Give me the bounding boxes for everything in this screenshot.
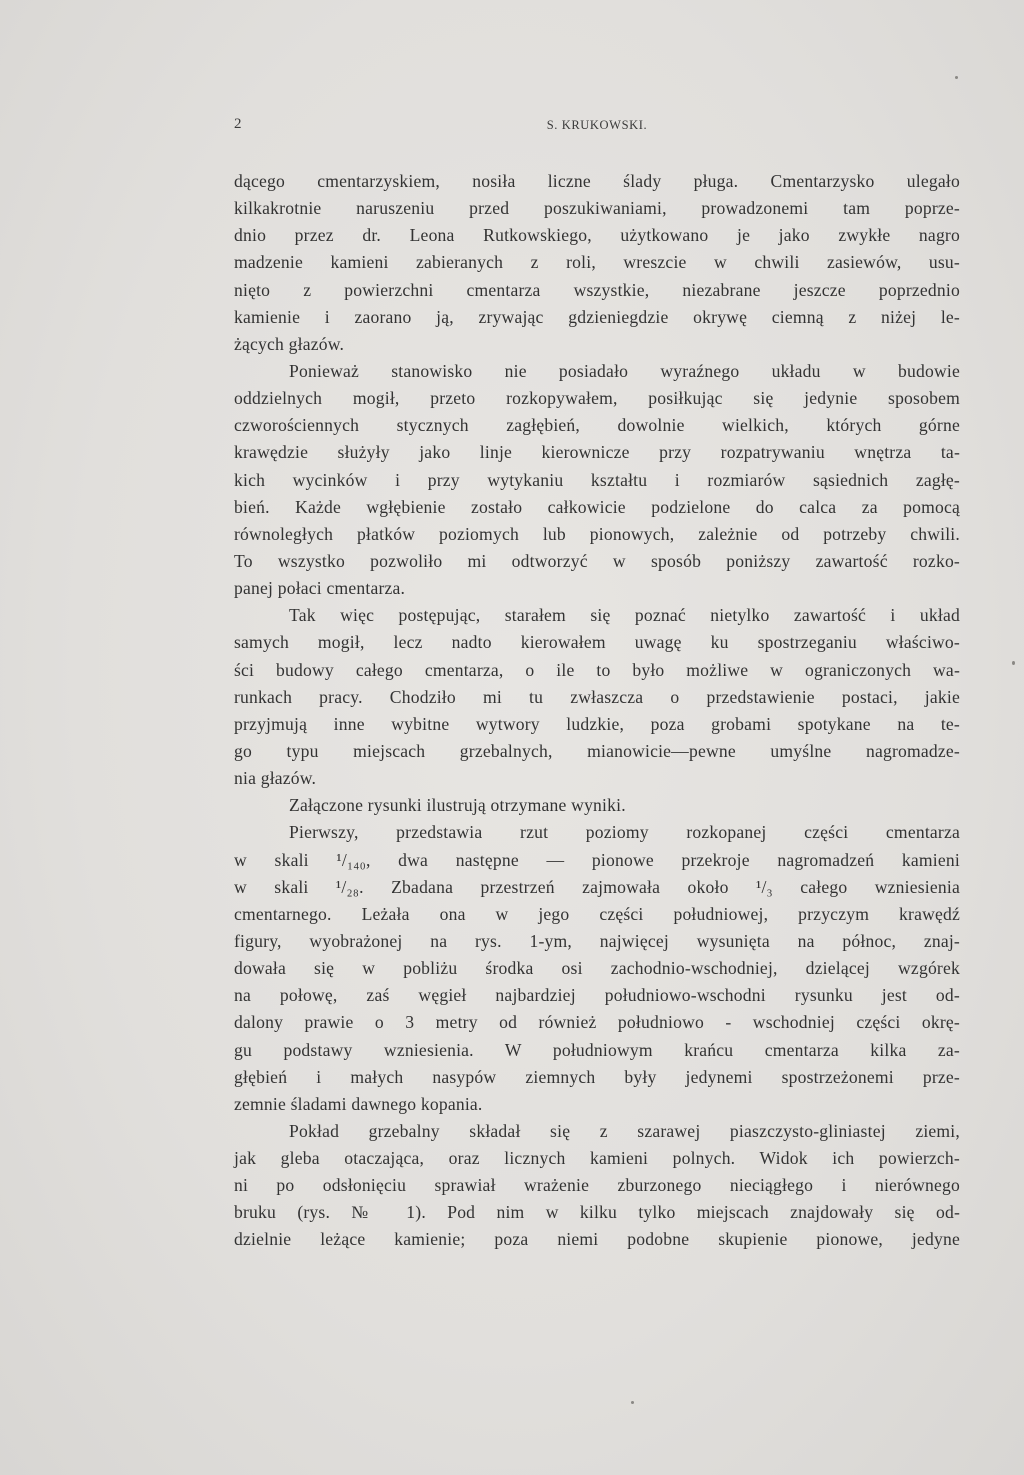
text-line: głębień i małych nasypów ziemnych były jedynemi spostrzeżonemi prze-	[234, 1066, 960, 1087]
text-line: krawędzie służyły jako linje kierownicze przy rozpatrywaniu wnętrza ta-	[234, 442, 960, 463]
text-line: dącego cmentarzyskiem, nosiła liczne ślady pługa. Cmentarzysko ulegało	[234, 171, 960, 191]
page-number: 2	[234, 116, 243, 132]
text-line: kamienie i zaorano ją, zrywając gdzieniegdzie okrywę ciemną z niżej le-	[234, 306, 960, 327]
text-line: Tak więc postępując, starałem się poznać nietylko zawartość i układ	[289, 605, 960, 626]
text-line: go typu miejscach grzebalnych, mianowicie—pewne umyślne nagromadze-	[234, 740, 960, 761]
text-line: gu podstawy wzniesienia. W południowym krańcu cmentarza kilka za-	[234, 1039, 960, 1060]
text-line: ni po odsłonięciu sprawiał wrażenie zburzonego nieciągłego i nierównego	[234, 1175, 960, 1196]
text-line: na połowę, zaś węgieł najbardziej południowo-wschodni rysunku jest od-	[234, 985, 960, 1006]
text-line: bień. Każde wgłębienie zostało całkowicie podzielone do calca za pomocą	[234, 496, 960, 517]
text-line: żących głazów.	[234, 333, 345, 354]
text-line: równoległych płatków poziomych lub pionowych, zależnie od potrzeby chwili.	[234, 523, 960, 544]
text-line: przyjmują inne wybitne wytwory ludzkie, poza grobami spotykane na te-	[234, 713, 960, 734]
text-line: kilkakrotnie naruszeniu przed poszukiwaniami, prowadzonemi tam poprze-	[234, 198, 960, 219]
text-line: w skali ¹/₂₈. Zbadana przestrzeń zajmowała około ¹/₃ całego wzniesienia	[234, 876, 960, 897]
text-line: Pierwszy, przedstawia rzut poziomy rozkopanej części cmentarza	[289, 822, 960, 843]
text-line: panej połaci cmentarza.	[234, 578, 406, 599]
text-line: dzielnie leżące kamienie; poza niemi podobne skupienie pionowe, jedyne	[234, 1229, 960, 1250]
text-line: Załączone rysunki ilustrują otrzymane wyniki.	[289, 795, 626, 816]
text-line: nięto z powierzchni cmentarza wszystkie, niezabrane jeszcze poprzednio	[234, 279, 960, 300]
text-line: zemnie śladami dawnego kopania.	[234, 1093, 483, 1114]
body-text	[234, 168, 960, 1254]
running-head	[234, 116, 960, 136]
text-line: czworościennych stycznych zagłębień, dowolnie wielkich, których górne	[234, 415, 960, 436]
text-line: dowała się w pobliżu środka osi zachodnio-wschodniej, dzielącej wzgórek	[234, 958, 960, 979]
paper-speck	[955, 76, 958, 79]
text-line: madzenie kamieni zabieranych z roli, wreszcie w chwili zasiewów, usu-	[234, 252, 960, 273]
paper-speck	[1012, 661, 1015, 665]
text-line: To wszystko pozwoliło mi odtworzyć w sposób poniższy zawartość rozko-	[234, 550, 960, 571]
text-line: Ponieważ stanowisko nie posiadało wyraźnego układu w budowie	[289, 360, 960, 381]
text-line: kich wycinków i przy wytykaniu kształtu i rozmiarów sąsiednich zagłę-	[234, 469, 960, 490]
text-line: bruku (rys. № 1). Pod nim w kilku tylko miejscach znajdowały się od-	[234, 1202, 960, 1223]
text-line: jak gleba otaczająca, oraz licznych kamieni polnych. Widok ich powierzch-	[234, 1148, 960, 1169]
text-line: nia głazów.	[234, 768, 317, 789]
text-line: w skali ¹/₁₄₀, dwa następne — pionowe przekroje nagromadzeń kamieni	[234, 849, 960, 870]
text-line: cmentarnego. Leżała ona w jego części południowej, przyczym krawędź	[234, 903, 960, 924]
text-line: samych mogił, lecz nadto kierowałem uwagę ku spostrzeganiu właściwo-	[234, 632, 960, 653]
text-line: dalony prawie o 3 metry od również południowo - wschodniej części okrę-	[234, 1012, 960, 1033]
text-line: runkach pracy. Chodziło mi tu zwłaszcza o przedstawienie postaci, jakie	[234, 686, 960, 707]
text-line: Pokład grzebalny składał się z szarawej piaszczysto-gliniastej ziemi,	[289, 1120, 960, 1141]
text-line: figury, wyobrażonej na rys. 1-ym, najwięcej wysunięta na północ, znaj-	[234, 930, 960, 951]
text-line: oddzielnych mogił, przeto rozkopywałem, posiłkując się jedynie sposobem	[234, 388, 960, 409]
text-line: ści budowy całego cmentarza, o ile to było możliwe w ograniczonych wa-	[234, 659, 960, 680]
text-line: dnio przez dr. Leona Rutkowskiego, użytkowano je jako zwykłe nagro	[234, 225, 960, 246]
paper-speck	[631, 1401, 634, 1404]
running-head-author: S. KRUKOWSKI.	[546, 118, 648, 132]
